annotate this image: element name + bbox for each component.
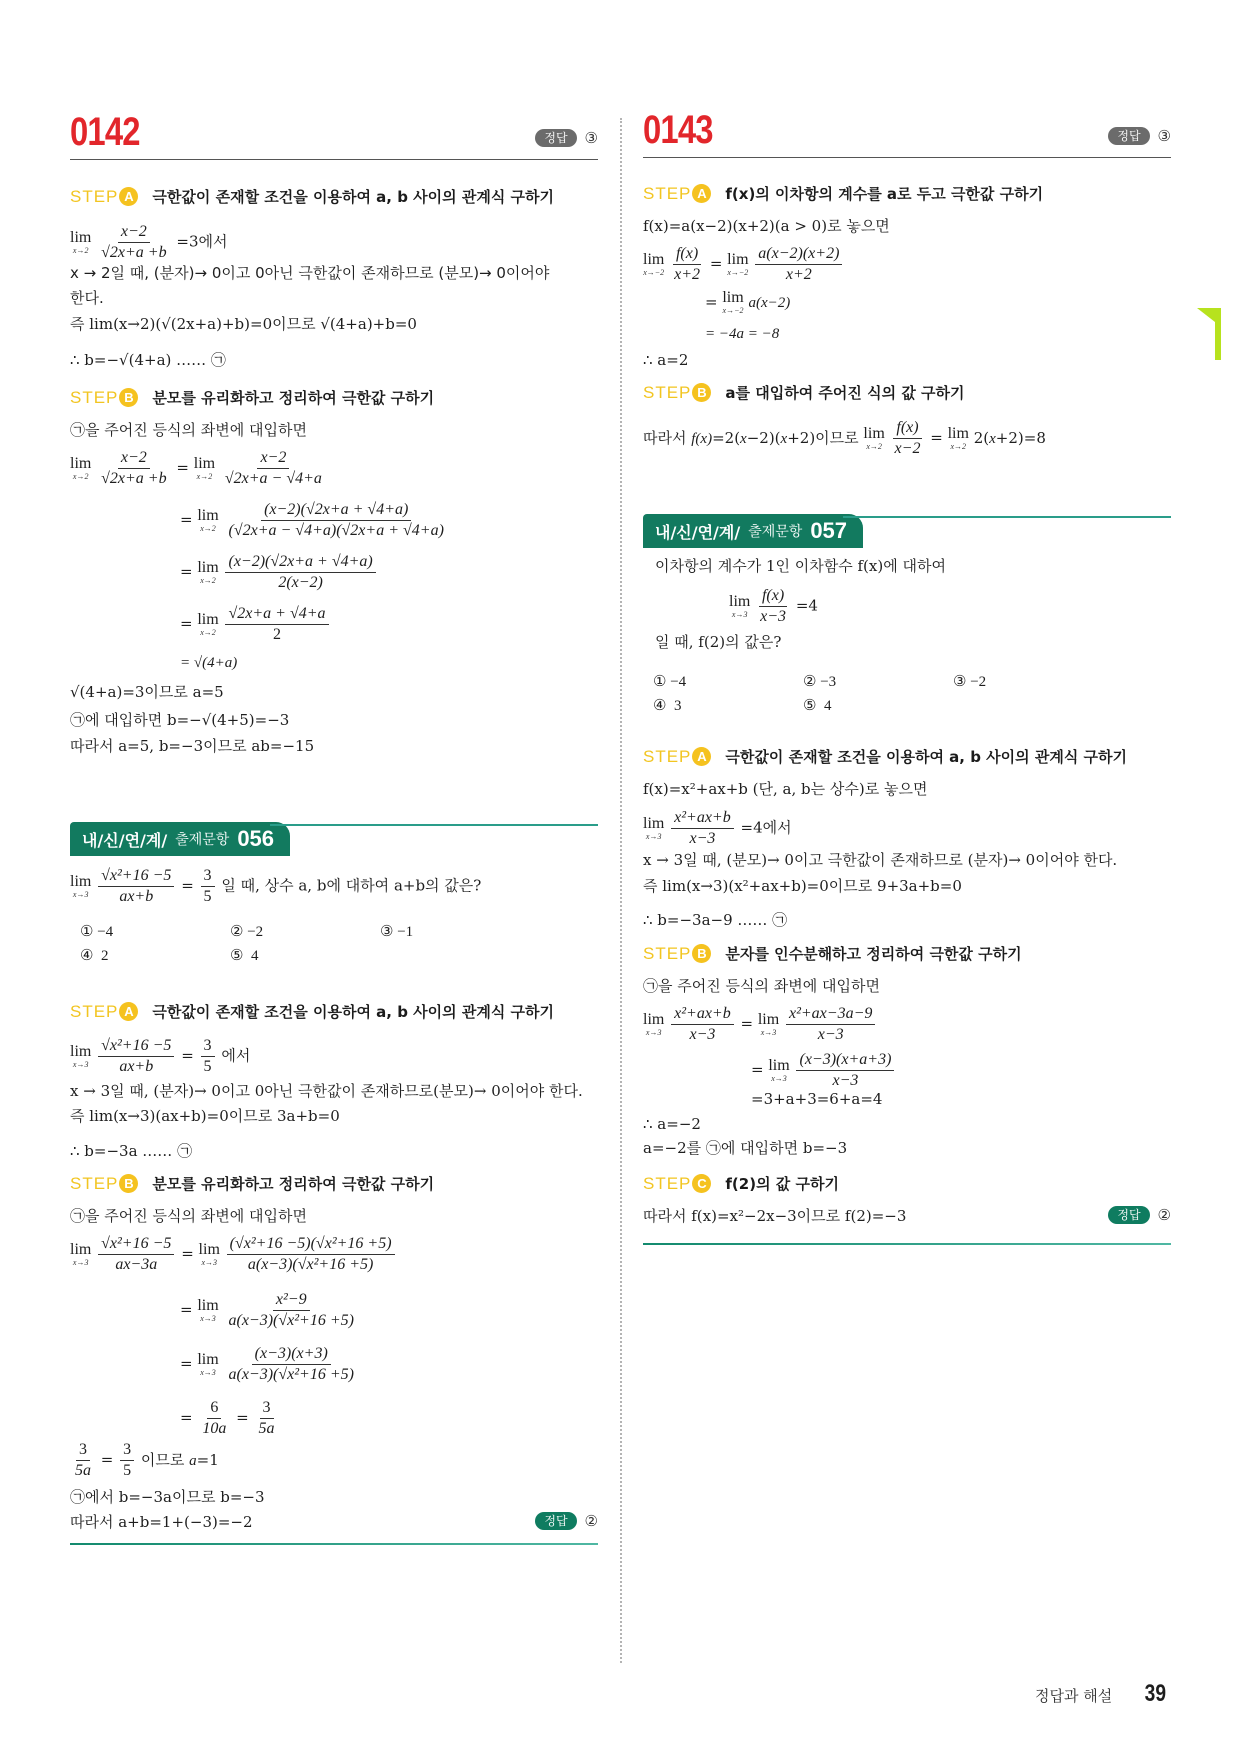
formula-line: = $\frac{6}{10a}$ = $\frac{3}{5a}$ <box>180 1399 275 1437</box>
text-line: f(x)=a(x−2)(x+2)(a > 0)로 놓으면 <box>643 217 890 235</box>
answer-value: ③ <box>584 129 598 147</box>
text-line: ∴ b=−√(4+a) …… ㉠ <box>70 351 226 369</box>
step-a-heading <box>70 186 554 207</box>
step-label: STEP <box>70 387 119 407</box>
text-line: f(x)=x²+ax+b (단, a, b는 상수)로 놓으면 <box>643 780 928 798</box>
formula-line: lim x→2 $\frac{x-2}{√2x+a +b}$ =3에서 <box>70 223 228 261</box>
text-line: ∴ b=−3a−9 …… ㉠ <box>643 911 788 929</box>
answer-indicator <box>535 1512 598 1530</box>
formula-line: lim x→−2 $\frac{f(x)}{x+2}$ = lim x→−2 $\frac{a(x-2)(x+2)}{x+2}$ <box>643 244 844 285</box>
formula-line: 따라서 f(x)=2(x−2)(x+2)이므로 lim x→2 $\frac{f(x)}{x-2}$ = lim x→2 2(x+2)=8 <box>643 419 1046 457</box>
choice-list-056 <box>80 922 560 970</box>
text-line: 따라서 f(x)=x²−2x−3이므로 f(2)=−3 <box>643 1207 907 1225</box>
question-line: 이차항의 계수가 1인 이차함수 f(x)에 대하여 <box>655 557 946 575</box>
banner-subtitle: 출제문항 <box>175 832 230 848</box>
choice-1[interactable]: ① −4 <box>80 924 114 940</box>
step-label: STEP <box>643 1173 692 1193</box>
problem-header-0142 <box>70 112 598 160</box>
step-c-heading <box>643 1173 839 1194</box>
related-problem-banner-057 <box>643 514 1171 548</box>
question-formula: lim x→3 $\frac{f(x)}{x-3}$ =4 <box>729 587 818 625</box>
text-line: ㉠에서 b=−3a이므로 b=−3 <box>70 1488 265 1506</box>
step-b-heading <box>70 387 434 408</box>
answer-value: ③ <box>1157 127 1171 145</box>
step-badge: B <box>692 944 711 963</box>
text-line: x → 3일 때, (분자)→ 0이고 0아닌 극한값이 존재하므로(분모)→ 0이어야 한다. <box>70 1082 583 1100</box>
step-label: STEP <box>643 183 692 203</box>
column-divider <box>620 118 622 1663</box>
choice-1[interactable]: ① −4 <box>653 674 687 690</box>
text-line: 한다. <box>70 289 104 307</box>
step-title: a를 대입하여 주어진 식의 값 구하기 <box>725 384 965 402</box>
banner-title: 내/신/연/계/ <box>655 522 741 542</box>
problem-number: 0142 <box>70 110 140 154</box>
text-line: ∴ a=2 <box>643 351 689 369</box>
text-line: ㉠을 주어진 등식의 좌변에 대입하면 <box>70 1207 307 1225</box>
answer-pill: 정답 <box>535 1512 576 1530</box>
formula-line: = lim x→3 $\frac{\text{x²−9}}{\text{a(x−3)(√x²+16 +5)}}$ <box>180 1291 354 1329</box>
text-line: x → 2일 때, (분자)→ 0이고 0아닌 극한값이 존재하므로 (분모)→ 0이어야 <box>70 264 550 282</box>
step-badge: B <box>692 383 711 402</box>
question-text: 일 때, 상수 a, b에 대하여 a+b의 값은? <box>221 876 482 895</box>
step-badge: B <box>119 1174 138 1193</box>
choice-2[interactable]: ② −3 <box>803 674 837 690</box>
formula-line: lim x→3 $\frac{\text{x²+ax+b}}{x-3}$ =4에서 <box>643 809 792 847</box>
step-title: 분자를 인수분해하고 정리하여 극한값 구하기 <box>725 945 1022 963</box>
page-footer <box>1035 1680 1169 1708</box>
text-line: 따라서 a=5, b=−3이므로 ab=−15 <box>70 737 315 755</box>
step-badge: C <box>692 1174 711 1193</box>
formula-line: lim x→3 $\frac{\text{√x²+16 −5}}{ax+b}$ = $\frac{3}{5}$ 에서 <box>70 1037 251 1075</box>
text-line: ㉠을 주어진 등식의 좌변에 대입하면 <box>70 421 307 439</box>
choice-list-057 <box>653 672 1133 720</box>
text-line: ㉠에 대입하면 b=−√(4+5)=−3 <box>70 711 290 729</box>
formula-line: lim x→3 $\frac{\text{x²+ax+b}}{x-3}$ = lim x→3 $\frac{\text{x²+ax−3a−9}}{x-3}$ <box>643 1004 877 1045</box>
answer-value: ② <box>1157 1206 1171 1224</box>
formula-line: = √(4+a) <box>180 655 238 671</box>
formula-line: = lim x→2 $\frac{(x-2)(√2x+a + √4+a)}{2(x-2)}$ <box>180 552 378 593</box>
step-badge: A <box>692 184 711 203</box>
formula-line: lim x→2 $\frac{x-2}{√2x+a +b}$ = lim x→2 $\frac{x-2}{√2x+a - √4+a}$ <box>70 449 322 487</box>
formula-line: lim x→3 $\frac{\text{√x²+16 −5}}{ax-3a}$ = lim x→3 $\frac{\text{(√x²+16 −5)(√x²+16 +5)}}{\text{a(x−3)(√x²+16 +5)}}$ <box>70 1234 397 1275</box>
formula-line: =3+a+3=6+a=4 <box>751 1090 883 1108</box>
step-label: STEP <box>643 382 692 402</box>
question-line: lim x→3 $\frac{\text{√x²+16 −5}}{ax+b}$ = $\frac{3}{5}$ 일 때, 상수 a, b에 대하여 a+b의 값은? <box>70 867 482 905</box>
step-label: STEP <box>70 186 119 206</box>
problem-number: 0143 <box>643 108 713 152</box>
problem-header-0143 <box>643 110 1171 158</box>
choice-5[interactable]: ⑤ 4 <box>803 698 832 714</box>
text-line: ∴ b=−3a …… ㉠ <box>70 1142 193 1160</box>
banner-number: 057 <box>810 518 848 543</box>
footer-label: 정답과 해설 <box>1035 1687 1113 1705</box>
choice-3[interactable]: ③ −2 <box>953 674 987 690</box>
step-title: f(x)의 이차항의 계수를 a로 두고 극한값 구하기 <box>725 185 1044 203</box>
text-line: ㉠을 주어진 등식의 좌변에 대입하면 <box>643 977 880 995</box>
answer-indicator <box>1108 1206 1171 1224</box>
step-title: 분모를 유리화하고 정리하여 극한값 구하기 <box>152 389 435 407</box>
step-badge: B <box>119 388 138 407</box>
choice-4[interactable]: ④ 3 <box>653 698 682 714</box>
formula-line: $\frac{3}{5a}$ = $\frac{3}{5}$ 이므로 a=1 <box>75 1441 219 1479</box>
step-label: STEP <box>643 943 692 963</box>
question-line: 일 때, f(2)의 값은? <box>655 633 782 651</box>
step-b-heading <box>643 382 965 403</box>
text-line: a=−2를 ㉠에 대입하면 b=−3 <box>643 1139 848 1157</box>
answer-indicator <box>1108 127 1171 145</box>
step-b-heading <box>70 1173 434 1194</box>
choice-2[interactable]: ② −2 <box>230 924 264 940</box>
step-title: 분모를 유리화하고 정리하여 극한값 구하기 <box>152 1175 435 1193</box>
banner-subtitle: 출제문항 <box>748 524 803 540</box>
step-b-heading <box>643 943 1022 964</box>
step-label: STEP <box>70 1001 119 1021</box>
section-end-rule <box>643 1243 1171 1245</box>
step-title: 극한값이 존재할 조건을 이용하여 a, b 사이의 관계식 구하기 <box>152 1003 555 1021</box>
chapter-tab-marker <box>1209 308 1221 360</box>
step-badge: A <box>119 187 138 206</box>
step-a-heading <box>643 746 1127 767</box>
step-title: 극한값이 존재할 조건을 이용하여 a, b 사이의 관계식 구하기 <box>152 188 555 206</box>
text-line: 즉 lim(x→3)(ax+b)=0이므로 3a+b=0 <box>70 1107 340 1125</box>
text-line: ∴ a=−2 <box>643 1115 701 1133</box>
step-a-heading <box>643 183 1043 204</box>
choice-4[interactable]: ④ 2 <box>80 948 109 964</box>
banner-number: 056 <box>237 826 275 851</box>
step-badge: A <box>119 1002 138 1021</box>
step-title: 극한값이 존재할 조건을 이용하여 a, b 사이의 관계식 구하기 <box>725 748 1128 766</box>
banner-title: 내/신/연/계/ <box>82 830 168 850</box>
text-line: 즉 lim(x→3)(x²+ax+b)=0이므로 9+3a+b=0 <box>643 877 962 895</box>
answer-pill: 정답 <box>535 129 576 147</box>
formula-line: = lim x→2 $\frac{(x-2)(√2x+a + √4+a)}{(√2x+a - √4+a)(√2x+a + √4+a)}$ <box>180 501 444 539</box>
choice-3[interactable]: ③ −1 <box>380 924 414 940</box>
answer-pill: 정답 <box>1108 1206 1149 1224</box>
answer-pill: 정답 <box>1108 127 1149 145</box>
step-label: STEP <box>70 1173 119 1193</box>
choice-5[interactable]: ⑤ 4 <box>230 948 259 964</box>
related-problem-banner-056 <box>70 822 598 856</box>
formula-line: = −4a = −8 <box>705 326 780 342</box>
formula-line: = lim x→3 $\frac{(x-3)(x+3)}{\text{a(x−3)(√x²+16 +5)}}$ <box>180 1345 354 1383</box>
formula-line: = lim x→3 $\frac{(x-3)(x+a+3)}{x-3}$ <box>751 1050 896 1091</box>
step-a-heading <box>70 1001 554 1022</box>
section-end-rule <box>70 1543 598 1545</box>
text-line: x → 3일 때, (분모)→ 0이고 극한값이 존재하므로 (분자)→ 0이어야 한다. <box>643 851 1118 869</box>
answer-value: ② <box>584 1512 598 1530</box>
formula-line: = lim x→−2 a(x−2) <box>705 289 791 315</box>
answer-indicator <box>535 129 598 147</box>
formula-line: = lim x→2 $\frac{√2x+a + √4+a}{2}$ <box>180 604 331 645</box>
text-line: 즉 lim(x→2)(√(2x+a)+b)=0이므로 √(4+a)+b=0 <box>70 315 417 333</box>
page-number: 39 <box>1144 1680 1167 1707</box>
text-line: 따라서 a+b=1+(−3)=−2 <box>70 1513 253 1531</box>
text-line: √(4+a)=3이므로 a=5 <box>70 683 224 701</box>
step-title: f(2)의 값 구하기 <box>725 1175 839 1193</box>
step-badge: A <box>692 747 711 766</box>
step-label: STEP <box>643 746 692 766</box>
